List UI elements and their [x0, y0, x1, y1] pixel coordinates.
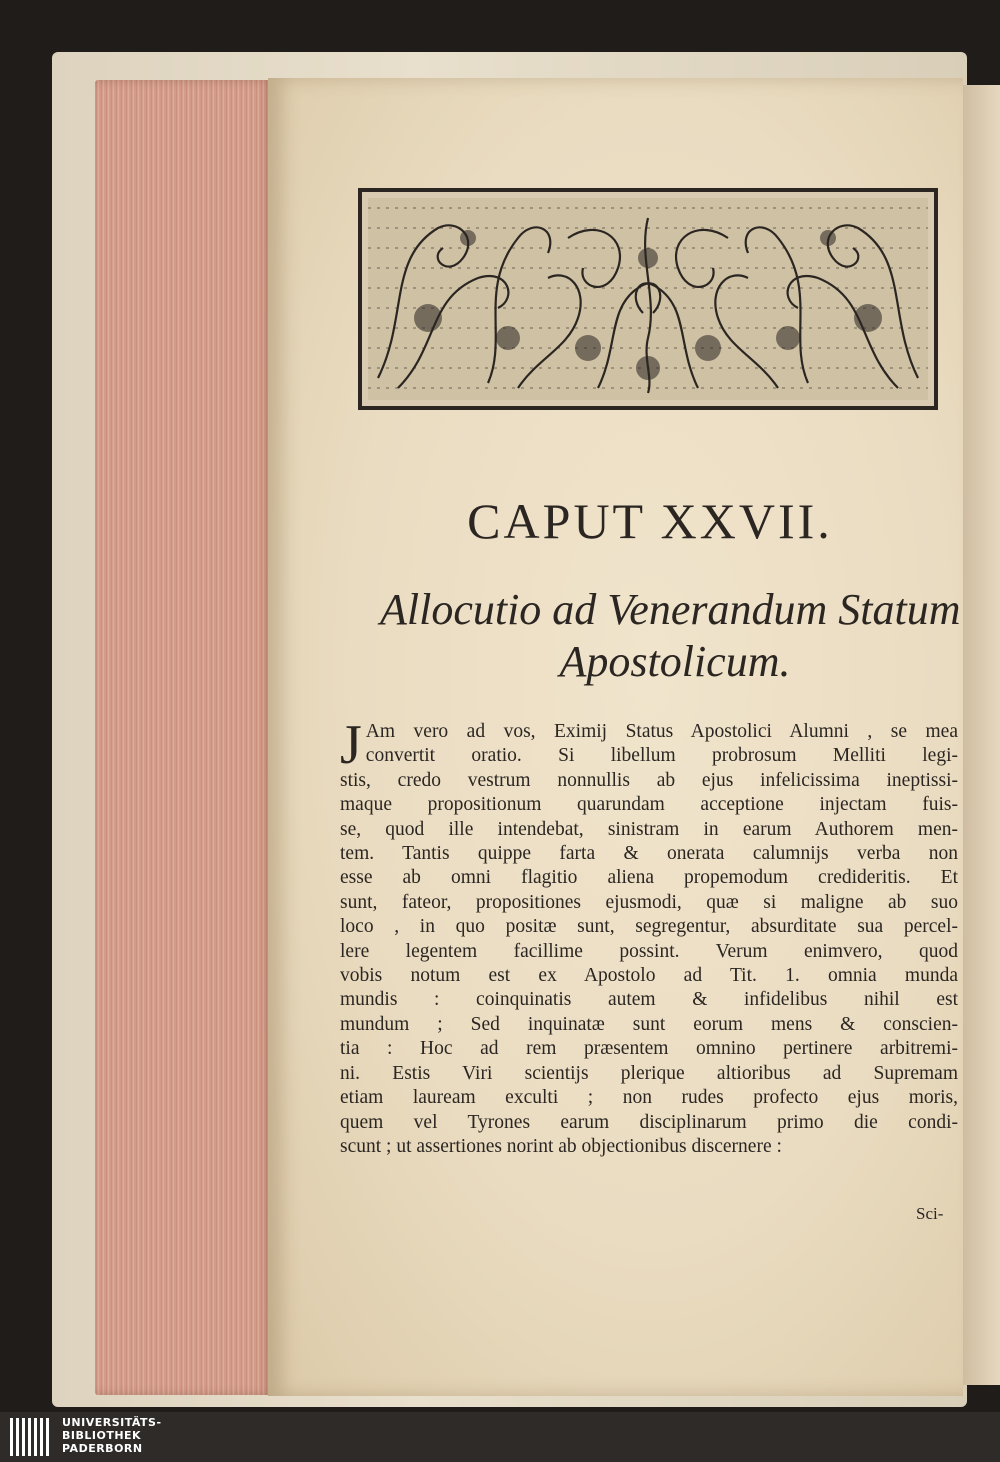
text-line: vobis notum est ex Apostolo ad Tit. 1. omnia munda [340, 965, 958, 987]
library-name [62, 1416, 162, 1455]
text-line: esse ab omni flagitio aliena propemodum credideritis. Et [340, 867, 958, 889]
text-line: sunt, fateor, propositiones ejusmodi, quæ si maligne ab suo [340, 891, 958, 913]
text-line: etiam lauream exculti ; non rudes profecto ejus moris, [340, 1087, 958, 1109]
text-line: stis, credo vestrum nonnullis ab ejus infelicissima ineptissi- [340, 769, 958, 791]
text-line: quem vel Tyrones earum disciplinarum primo die condi- [340, 1111, 958, 1133]
text-line: mundum ; Sed inquinatæ sunt eorum mens & conscien- [340, 1013, 958, 1035]
headpiece-ornament [358, 188, 938, 410]
text-line: loco , in quo positæ sunt, segregentur, absurditate sua percel- [340, 916, 958, 938]
text-line: maque propositionum quarundam acceptione injectam fuis- [340, 794, 958, 816]
library-name-line-2: BIBLIOTHEK [62, 1429, 142, 1442]
library-footer [0, 1412, 1000, 1462]
text-line: se, quod ille intendebat, sinistram in earum Authorem men- [340, 818, 958, 840]
subtitle-line-1: Allocutio ad Venerandum Statum [380, 585, 961, 634]
library-logo-icon [10, 1418, 54, 1456]
text-line: lere legentem facillime possint. Verum enimvero, quod [340, 940, 958, 962]
page-block-edge [95, 80, 273, 1395]
ornament-icon [368, 198, 928, 400]
text-line: tem. Tantis quippe farta & onerata calumnijs verba non [340, 843, 958, 865]
chapter-heading: CAPUT XXVII. [467, 493, 833, 549]
text-line: Am vero ad vos, Eximij Status Apostolici Alumni , se mea [365, 721, 958, 742]
library-name-line-3: PADERBORN [62, 1442, 143, 1455]
text-line: scunt ; ut assertiones norint ab objectionibus discernere : [340, 1135, 782, 1157]
library-name-line-1: UNIVERSITÄTS- [62, 1416, 162, 1429]
text-line: convertit oratio. Si libellum probrosum Melliti legi- [365, 745, 958, 767]
text-line: mundis : coinquinatis autem & infidelibus nihil est [340, 989, 958, 1011]
text-line: ni. Estis Viri scientijs plerique altioribus ad Supremam [340, 1062, 958, 1084]
drop-cap: J [340, 714, 362, 776]
subtitle-line-2: Apostolicum. [559, 637, 791, 686]
catchword: Sci- [916, 1204, 944, 1223]
body-text [340, 714, 958, 1159]
chapter-subtitle [380, 584, 970, 688]
text-line: tia : Hoc ad rem præsentem omnino pertinere arbitremi- [340, 1038, 958, 1060]
